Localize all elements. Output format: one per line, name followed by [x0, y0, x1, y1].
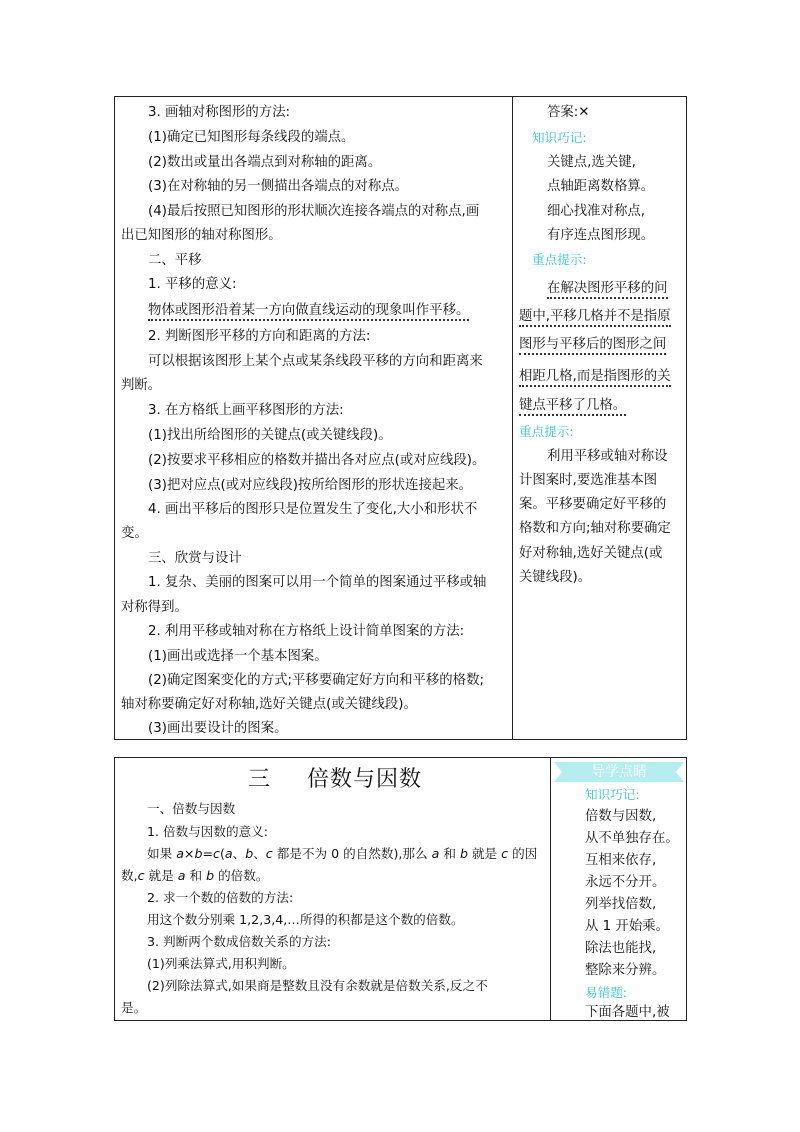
step-line: (2)列除法算式,如果商是整数且没有余数就是倍数关系,反之不 [147, 978, 488, 993]
subheading: 2. 求一个数的倍数的方法: [147, 890, 294, 905]
key-point-text: 键点平移了几格。 [519, 398, 626, 416]
guide-banner [554, 762, 684, 782]
key-point-text: 图形与平移后的图形之间 [519, 337, 666, 355]
step-line: (3)把对应点(或对应线段)按所给图形的形状连接起来。 [148, 478, 473, 493]
section-heading-translation: 二、平移 [148, 253, 202, 268]
tip-line: 点轴距离数格算。 [547, 179, 655, 194]
key-point-line: 格数和方向;轴对称要确定 [519, 521, 671, 536]
body-line: 可以根据该图形上某个点或某条线段平移的方向和距离来 [148, 354, 483, 369]
key-point-line [547, 281, 668, 297]
step-line: 是。 [121, 1000, 147, 1015]
tip-line: 有序连点图形现。 [547, 228, 655, 243]
tip-line: 除法也能找, [585, 941, 657, 956]
error-prone-text: 下面各题中,被 [585, 1005, 670, 1020]
step-line: 出已知图形的轴对称图形。 [121, 228, 282, 243]
key-point-line [519, 369, 671, 385]
body-line: 对称得到。 [121, 600, 188, 615]
tip-line: 列举找倍数, [585, 897, 657, 912]
tip-line: 互相来依存, [585, 853, 657, 868]
tip-line: 从 1 开始乘。 [585, 919, 669, 934]
step-line: (2)数出或量出各端点到对称轴的距离。 [148, 155, 382, 170]
body-line: 1. 复杂、美丽的图案可以用一个简单的图案通过平移或轴 [148, 575, 487, 590]
key-point-line: 好对称轴,选好关键点(或 [519, 546, 663, 561]
key-point-line [519, 398, 626, 414]
text-fragment: 的因 [508, 846, 538, 861]
var-b: b [459, 846, 468, 861]
key-point-line [519, 337, 666, 353]
var-a: a [224, 846, 233, 861]
column-divider [550, 758, 551, 1020]
text-fragment: 、 [232, 846, 246, 861]
text-fragment: 就是 [467, 846, 502, 861]
step-line: (3)在对称轴的另一侧描出各端点的对称点。 [148, 179, 408, 194]
chapter-name: 倍数与因数 [307, 767, 423, 792]
answer-text: 答案:✕ [547, 105, 590, 120]
text-fragment: 数, [121, 868, 138, 883]
step-line: (1)找出所给图形的关键点(或关键线段)。 [148, 428, 392, 443]
definition-line [148, 303, 469, 319]
body-line: 判断。 [121, 378, 162, 393]
key-point-label: 重点提示: [532, 252, 587, 267]
text-fragment: 的倍数。 [214, 868, 269, 883]
tip-line: 从不单独存在。 [585, 831, 679, 846]
translation-definition: 物体或图形沿着某一方向做直线运动的现象叫作平移。 [148, 303, 469, 321]
definition-line [147, 846, 537, 862]
subheading: 3. 在方格纸上画平移图形的方法: [148, 403, 344, 418]
tip-line: 倍数与因数, [585, 809, 657, 824]
key-point-line: 关键线段)。 [519, 570, 592, 585]
step-line: (2)确定图案变化的方式;平移要确定好方向和平移的格数; [148, 673, 484, 688]
body-line: 变。 [121, 526, 148, 541]
key-point-line: 案。平移要确定好平移的 [519, 497, 667, 512]
var-b: b [245, 846, 254, 861]
step-line: (1)画出或选择一个基本图案。 [148, 649, 328, 664]
step-line: (1)确定已知图形每条线段的端点。 [148, 130, 355, 145]
tip-line: 整除来分辨。 [585, 963, 666, 978]
formula: a×b=c [176, 846, 220, 861]
column-divider [512, 97, 513, 739]
tips-label: 知识巧记: [532, 130, 587, 145]
section-heading-design: 三、欣赏与设计 [148, 551, 242, 566]
key-point-text: 题中,平移几格并不是指原 [519, 309, 671, 327]
tip-line: 关键点,选关键, [547, 155, 636, 170]
var-c: c [137, 868, 145, 883]
subheading: 1. 倍数与因数的意义: [147, 824, 269, 839]
body-line: 4. 画出平移后的图形只是位置发生了变化,大小和形状不 [148, 502, 478, 517]
step-line: (4)最后按照已知图形的形状顺次连接各端点的对称点,画 [148, 204, 480, 219]
step-line: (3)画出要设计的图案。 [148, 721, 288, 736]
text-fragment: ( [219, 846, 225, 861]
key-point-text: 在解决图形平移的问 [547, 281, 668, 299]
step-line: (2)按要求平移相应的格数并描出各对应点(或对应线段)。 [148, 453, 486, 468]
key-point-line: 利用平移或轴对称设 [547, 449, 668, 464]
var-a: a [431, 846, 440, 861]
guide-banner-text: 导学点睛 [591, 764, 647, 780]
text-fragment: 如果 [147, 846, 177, 861]
var-a: a [177, 868, 186, 883]
section-heading-multiples: 一、倍数与因数 [147, 801, 236, 816]
var-b: b [206, 868, 215, 883]
text-fragment: 和 [439, 846, 460, 861]
body-line: 用这个数分别乘 1,2,3,4,…所得的积都是这个数的倍数。 [147, 912, 464, 927]
subheading: 2. 判断图形平移的方向和距离的方法: [148, 329, 371, 344]
text-fragment: 都是不为 0 的自然数),那么 [272, 846, 432, 861]
key-point-label: 重点提示: [519, 424, 574, 439]
step-line: (1)列乘法算式,用积判断。 [147, 956, 295, 971]
text-fragment: 就是 [144, 868, 178, 883]
heading-axis-symmetry-method: 3. 画轴对称图形的方法: [148, 105, 291, 120]
chapter-title [248, 767, 422, 793]
subheading: 1. 平移的意义: [148, 277, 237, 292]
tip-line: 细心找准对称点, [547, 204, 645, 219]
tips-label: 知识巧记: [585, 787, 640, 802]
key-point-line [519, 309, 671, 325]
subheading: 3. 判断两个数成倍数关系的方法: [147, 934, 331, 949]
var-c: c [501, 846, 509, 861]
key-point-line: 计图案时,要选准基本图 [519, 473, 658, 488]
tip-line: 永远不分开。 [585, 875, 666, 890]
subheading: 2. 利用平移或轴对称在方格纸上设计简单图案的方法: [148, 624, 465, 639]
var-c: c [265, 846, 273, 861]
key-point-text: 相距几格,而是指图形的关 [519, 369, 671, 387]
chapter-number: 三 [248, 767, 272, 792]
text-fragment: 、 [253, 846, 266, 861]
definition-line [121, 868, 268, 884]
error-prone-label: 易错题: [585, 985, 628, 1000]
text-fragment: 和 [185, 868, 207, 883]
step-line: 轴对称要确定好对称轴,选好关键点(或关键线段)。 [121, 697, 417, 712]
